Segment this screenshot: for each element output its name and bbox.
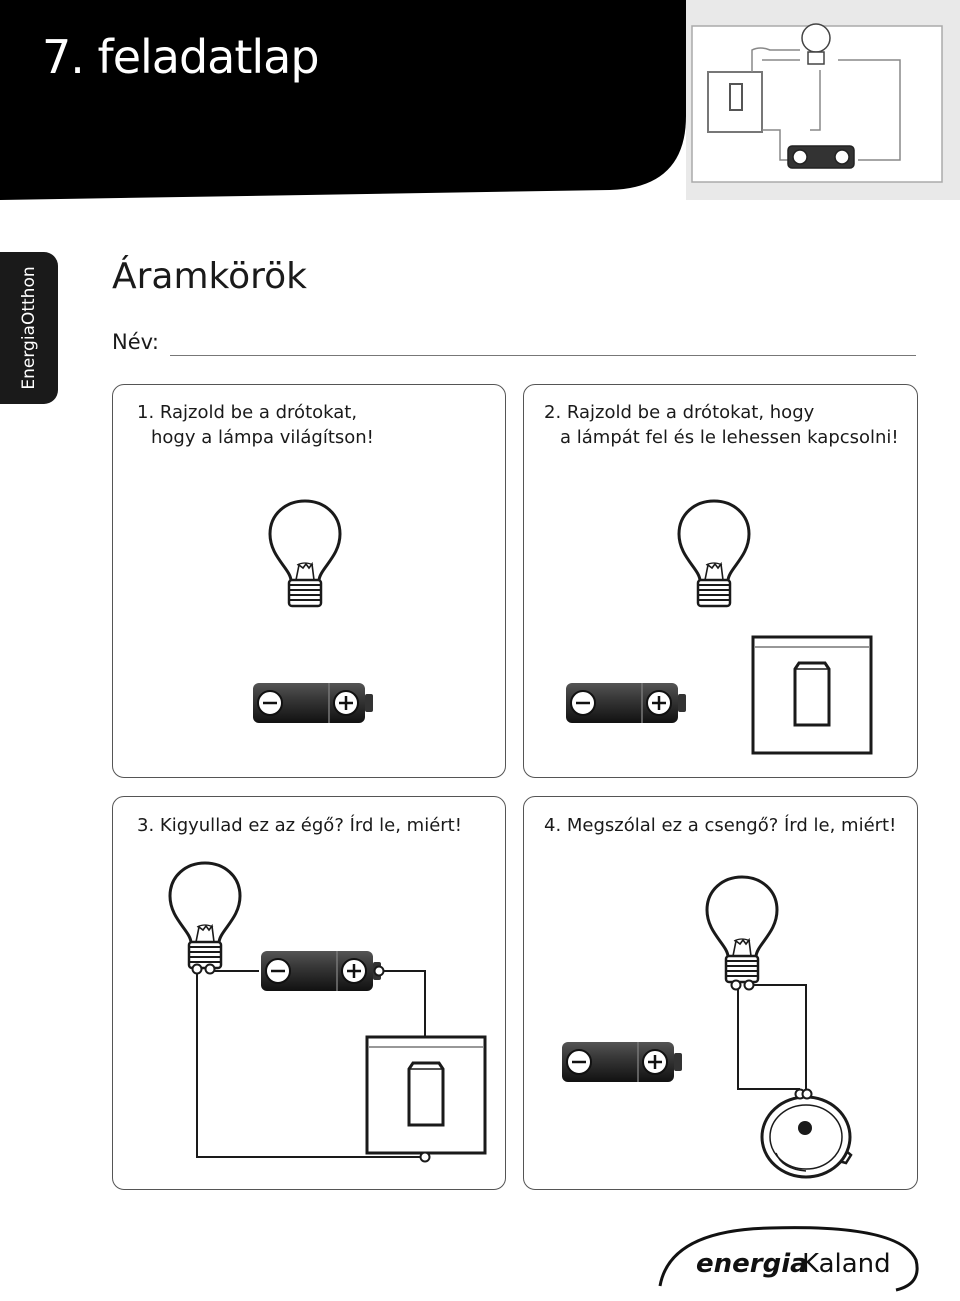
battery-icon[interactable] [562,1042,682,1082]
logo-suffix: Kaland [802,1249,891,1279]
task-2-line2: a lámpát fel és le lehessen kapcsolni! [560,427,899,448]
light-bulb-icon[interactable] [170,863,240,968]
energiakaland-logo [650,1220,922,1300]
task-panel-1 [112,384,506,778]
task-4-instruction: 4. Megszólal ez a csengő? Írd le, miért! [544,815,897,836]
task-1-line1: 1. Rajzold be a drótokat, [137,402,358,423]
task-panel-4 [523,796,918,1190]
header-banner [0,0,960,200]
light-bulb-icon[interactable] [270,501,340,606]
task-panel-3 [112,796,506,1190]
light-bulb-icon[interactable] [707,877,777,982]
task-3-instruction: 3. Kigyullad ez az égő? Írd le, miért! [137,815,462,836]
light-bulb-icon[interactable] [679,501,749,606]
side-tab [0,252,58,404]
circuit-wires [738,985,806,1089]
switch-icon[interactable] [367,1037,485,1153]
page-title: Áramkörök [112,256,308,297]
worksheet-title: 7. feladatlap [42,30,319,84]
battery-icon[interactable] [566,683,686,723]
name-label: Név: [112,330,159,354]
switch-icon[interactable] [753,637,871,753]
buzzer-icon[interactable] [762,1090,851,1178]
task-1-line2: hogy a lámpa világítson! [151,427,374,448]
battery-terminals [375,967,384,976]
task-panel-2 [523,384,918,778]
header-circuit-illustration [692,24,942,182]
battery-icon[interactable] [253,683,373,723]
switch-terminal [421,1153,430,1162]
task-2-line1: 2. Rajzold be a drótokat, hogy [544,402,815,423]
logo-prefix: energia [696,1249,808,1279]
name-input-line[interactable] [170,355,916,356]
battery-icon[interactable] [261,951,381,991]
side-tab-label: EnergiaOtthon [19,266,39,390]
